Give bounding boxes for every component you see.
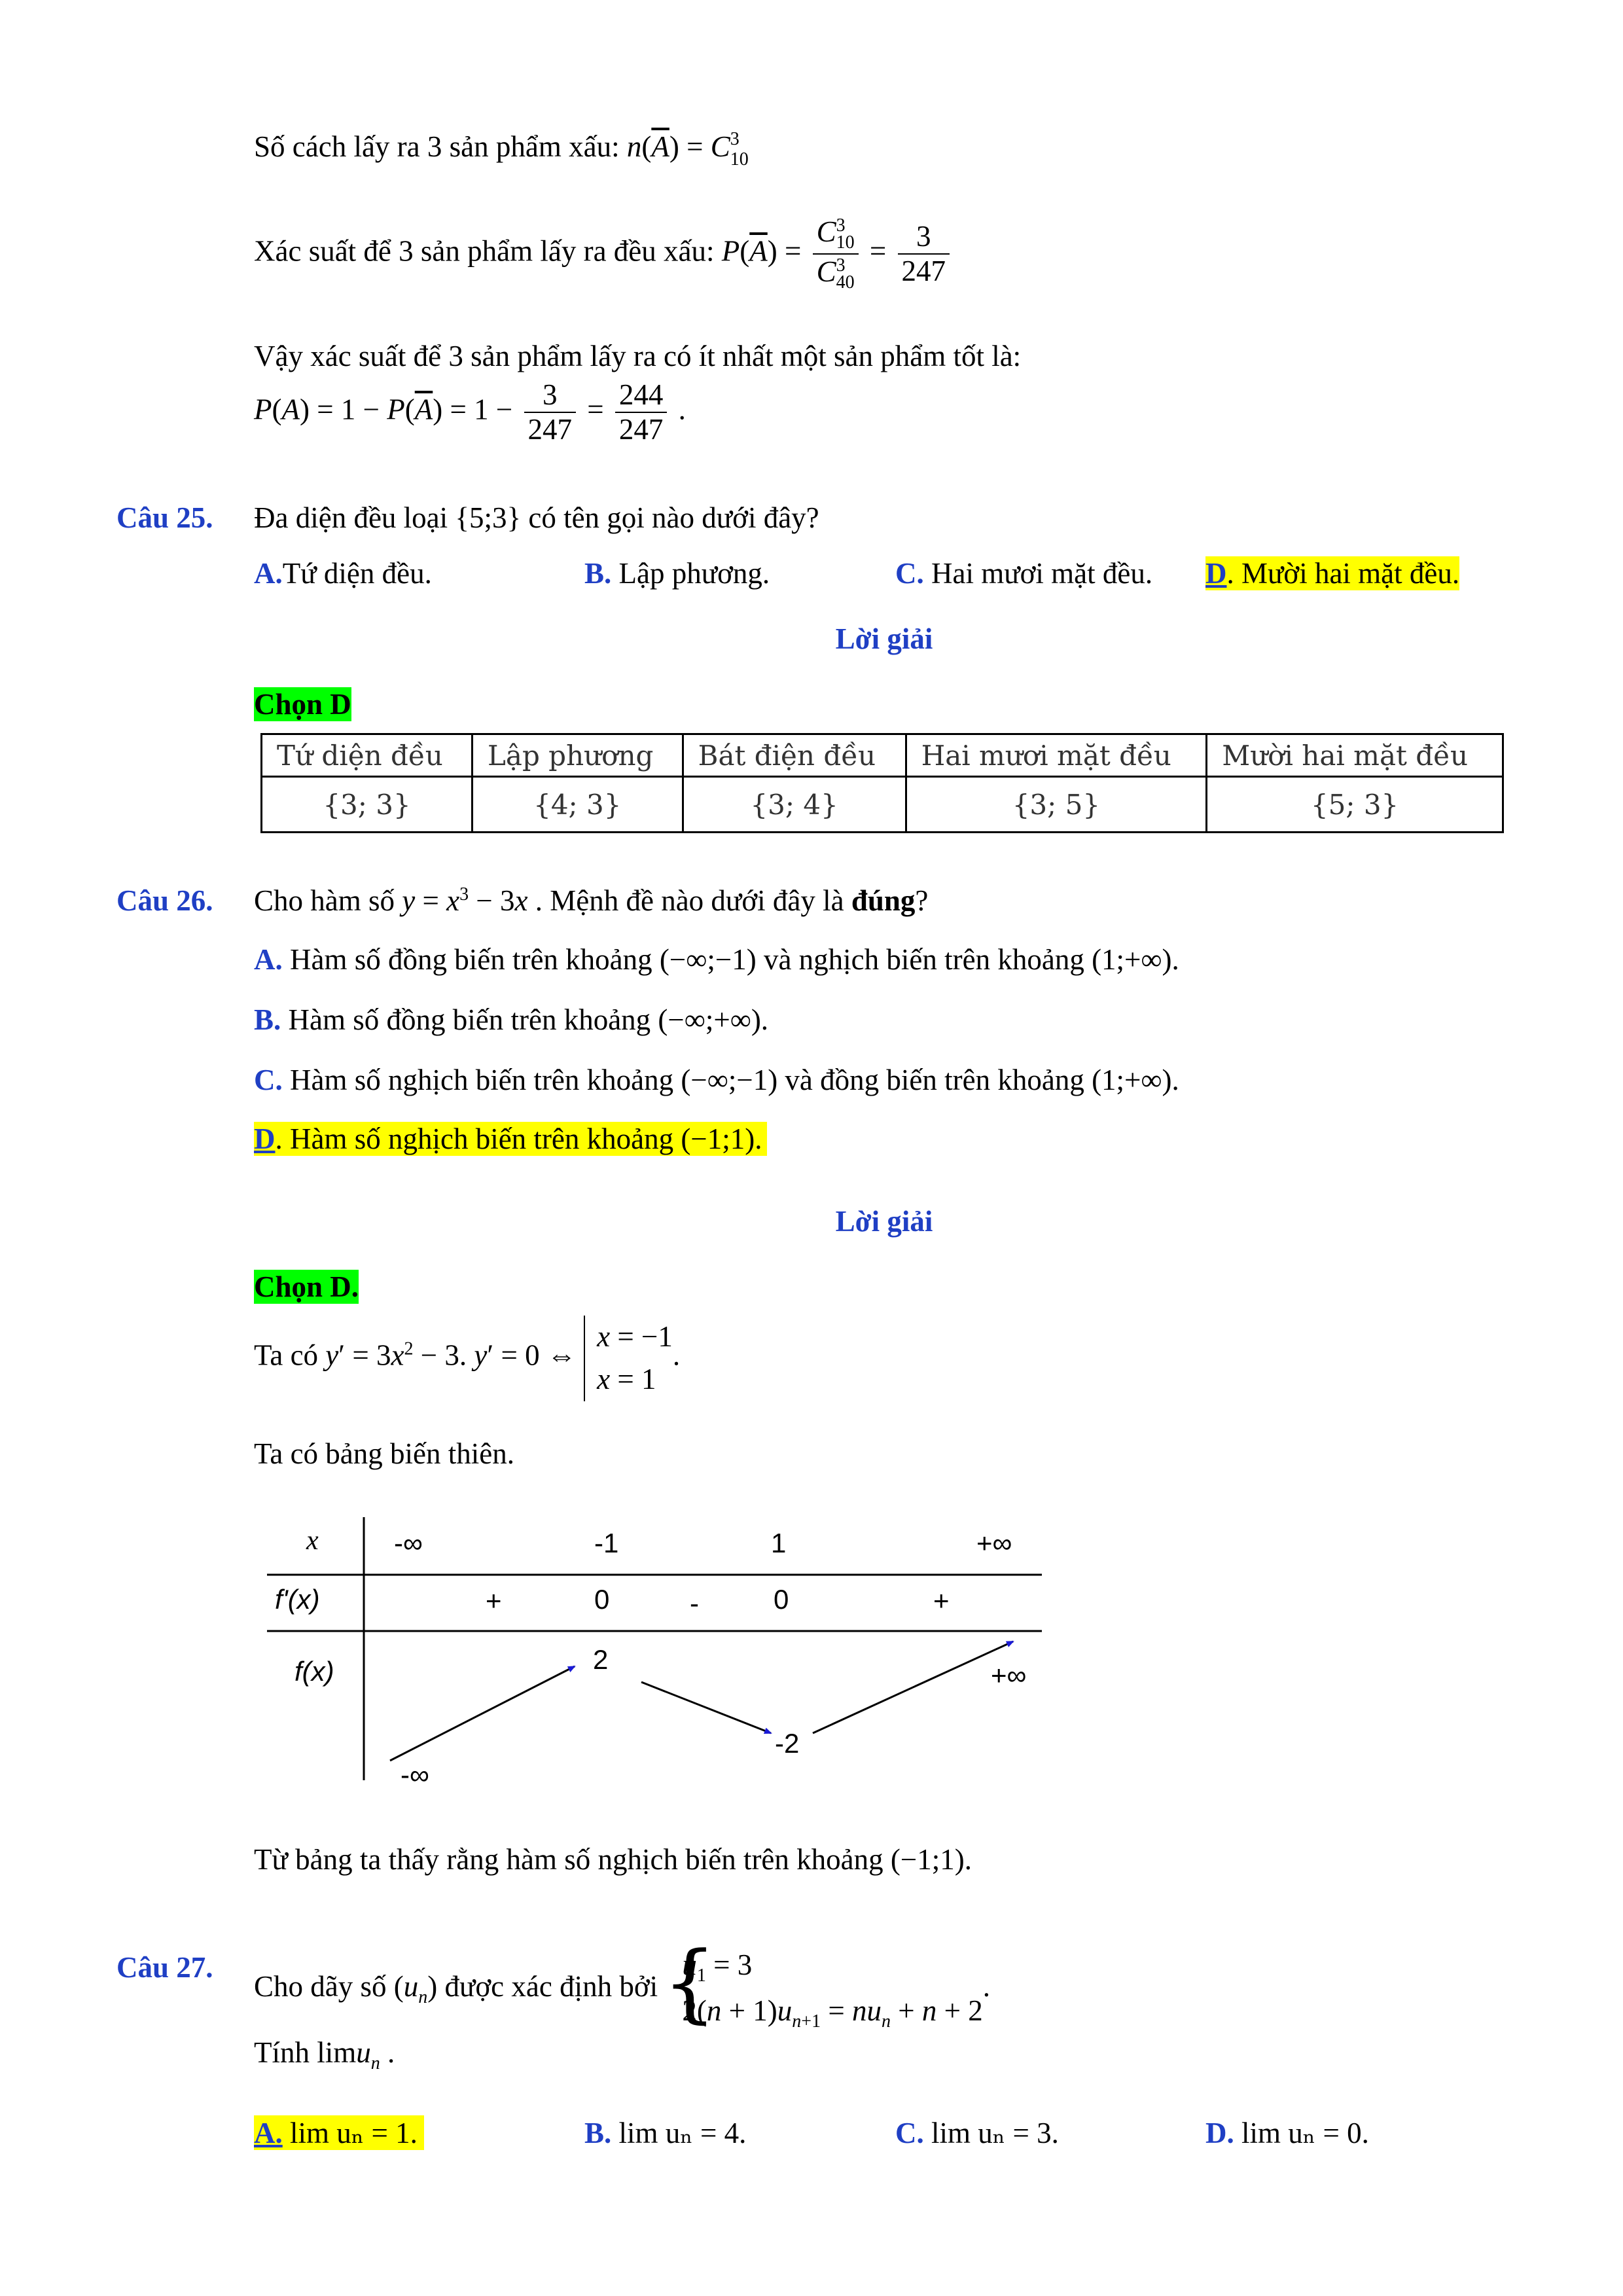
bbt-f-value: 2 — [593, 1644, 609, 1675]
bbt-f-value: -∞ — [401, 1759, 429, 1790]
intro-line-3: Vậy xác suất để 3 sản phẩm lấy ra có ít nhất một sản phẩm tốt là: — [254, 340, 1022, 372]
q27-ask: Tính limu$_n$ . — [254, 2036, 395, 2073]
q26-label: Câu 26. — [116, 884, 213, 917]
bbt-arrow-down — [641, 1682, 771, 1733]
bbt-fp-value: + — [486, 1585, 502, 1616]
table-cell: {3; 4} — [683, 777, 906, 833]
q25-option-a[interactable]: A.Tứ diện đều. — [254, 557, 432, 590]
table-cell: {5; 3} — [1207, 777, 1503, 833]
bbt-x-value: -∞ — [394, 1528, 423, 1558]
table-header: Mười hai mặt đều — [1207, 734, 1503, 777]
bbt-fp-label: f'(x) — [275, 1584, 320, 1615]
q27-system: { $u_1 = 3$ $2(n + 1)u_{n+1} = nu_n + n + 2$ — [665, 1944, 982, 2035]
bbt-fp-value: - — [690, 1588, 699, 1619]
intro-line-4: $P(A) = 1 - P(\overline{A}) = 1$ − $\frac{3}{247}$ = $\frac{244}{247}$ . — [254, 378, 686, 446]
q26-option-a[interactable]: A. Hàm số đồng biến trên khoảng (−∞;−1) và nghịch biến trên khoảng (1;+∞). — [254, 943, 1179, 976]
q27-label: Câu 27. — [116, 1951, 213, 1984]
q26-solution-title: Lời giải — [835, 1205, 933, 1238]
fraction-244-247: $\frac{244}{247}$ — [615, 380, 668, 446]
q26-cases: x = −1 x = 1 — [584, 1316, 673, 1401]
q25-option-b[interactable]: B. Lập phương. — [584, 557, 770, 590]
table-header: Hai mươi mặt đều — [906, 734, 1207, 777]
bbt-x-value: 1 — [771, 1528, 787, 1558]
bbt-x-value: +∞ — [976, 1528, 1012, 1558]
q27-option-a[interactable]: A. lim uₙ = 1. — [254, 2115, 424, 2150]
bbt-arrow-up-2 — [813, 1641, 1013, 1733]
fraction-c10-c40: $\frac{C^3_{10}}{C^3_{40}}$ — [813, 216, 859, 293]
q27-option-b[interactable]: B. lim uₙ = 4. — [584, 2117, 747, 2149]
q26-question: Cho hàm số $y = x^3 - 3x$ . Mệnh đề nào dưới đây là đúng? — [254, 884, 929, 917]
q26-option-c[interactable]: C. Hàm số nghịch biến trên khoảng (−∞;−1) và đồng biến trên khoảng (1;+∞). — [254, 1064, 1179, 1096]
table-cell: {3; 3} — [262, 777, 473, 833]
bbt-fp-value: + — [933, 1585, 950, 1616]
q26-option-b[interactable]: B. Hàm số đồng biến trên khoảng (−∞;+∞). — [254, 1003, 769, 1036]
q26-conclusion: Từ bảng ta thấy rằng hàm số nghịch biến trên khoảng (−1;1). — [254, 1843, 972, 1876]
q27-option-c[interactable]: C. lim uₙ = 3. — [895, 2117, 1059, 2149]
q26-option-d[interactable]: D. Hàm số nghịch biến trên khoảng (−1;1). — [254, 1122, 767, 1156]
q25-solution-title: Lời giải — [835, 622, 933, 655]
q26-derivative: Ta có $y' = 3x^2 - 3$. y′ = 0 ⇔ x = −1 x = 1 . — [254, 1316, 680, 1401]
intro-line-2: Xác suất để 3 sản phẩm lấy ra đều xấu: $P(\overline{A})$ = $\frac{C^3_{10}}{C^3_{40}}$ = $\frac{3}{247}$ — [254, 216, 954, 293]
intro-line-1: Số cách lấy ra 3 sản phẩm xấu: $n(\overline{A}) = C$ 3 10 — [254, 129, 749, 170]
table-header: Bát điện đều — [683, 734, 906, 777]
bbt-fp-value: 0 — [594, 1584, 610, 1615]
bbt-f-value: -2 — [775, 1728, 800, 1759]
table-cell: {4; 3} — [473, 777, 683, 833]
bbt-f-value: +∞ — [991, 1660, 1027, 1691]
bbt-arrow-up-1 — [390, 1666, 575, 1761]
fraction-3-247-b: $\frac{3}{247}$ — [524, 380, 577, 446]
table-header: Lập phương — [473, 734, 683, 777]
q25-option-c[interactable]: C. Hai mươi mặt đều. — [895, 557, 1153, 590]
q25-label: Câu 25. — [116, 501, 213, 534]
q26-chosen: Chọn D. — [254, 1270, 359, 1303]
q25-question: Đa diện đều loại {5;3} có tên gọi nào dưới đây? — [254, 501, 819, 534]
q27-question: Cho dãy số $(u_n)$ được xác định bởi { $u_1 = 3$ $2(n + 1)u_{n+1} = nu_n + n + 2$ . — [254, 1944, 990, 2035]
bbt-x-value: -1 — [594, 1528, 619, 1558]
bbt-f-label: f(x) — [294, 1656, 334, 1687]
q27-option-d[interactable]: D. lim uₙ = 0. — [1205, 2117, 1369, 2149]
bbt-x-label: x — [306, 1526, 319, 1556]
fraction-3-247: $\frac{3}{247}$ — [898, 221, 950, 287]
table-header: Tứ diện đều — [262, 734, 473, 777]
q25-option-d[interactable]: D. Mười hai mặt đều. — [1205, 557, 1460, 590]
q26-bbt-intro: Ta có bảng biến thiên. — [254, 1437, 514, 1470]
table-cell: {3; 5} — [906, 777, 1207, 833]
q25-chosen: Chọn D — [254, 688, 351, 721]
bbt-fp-value: 0 — [774, 1584, 789, 1615]
